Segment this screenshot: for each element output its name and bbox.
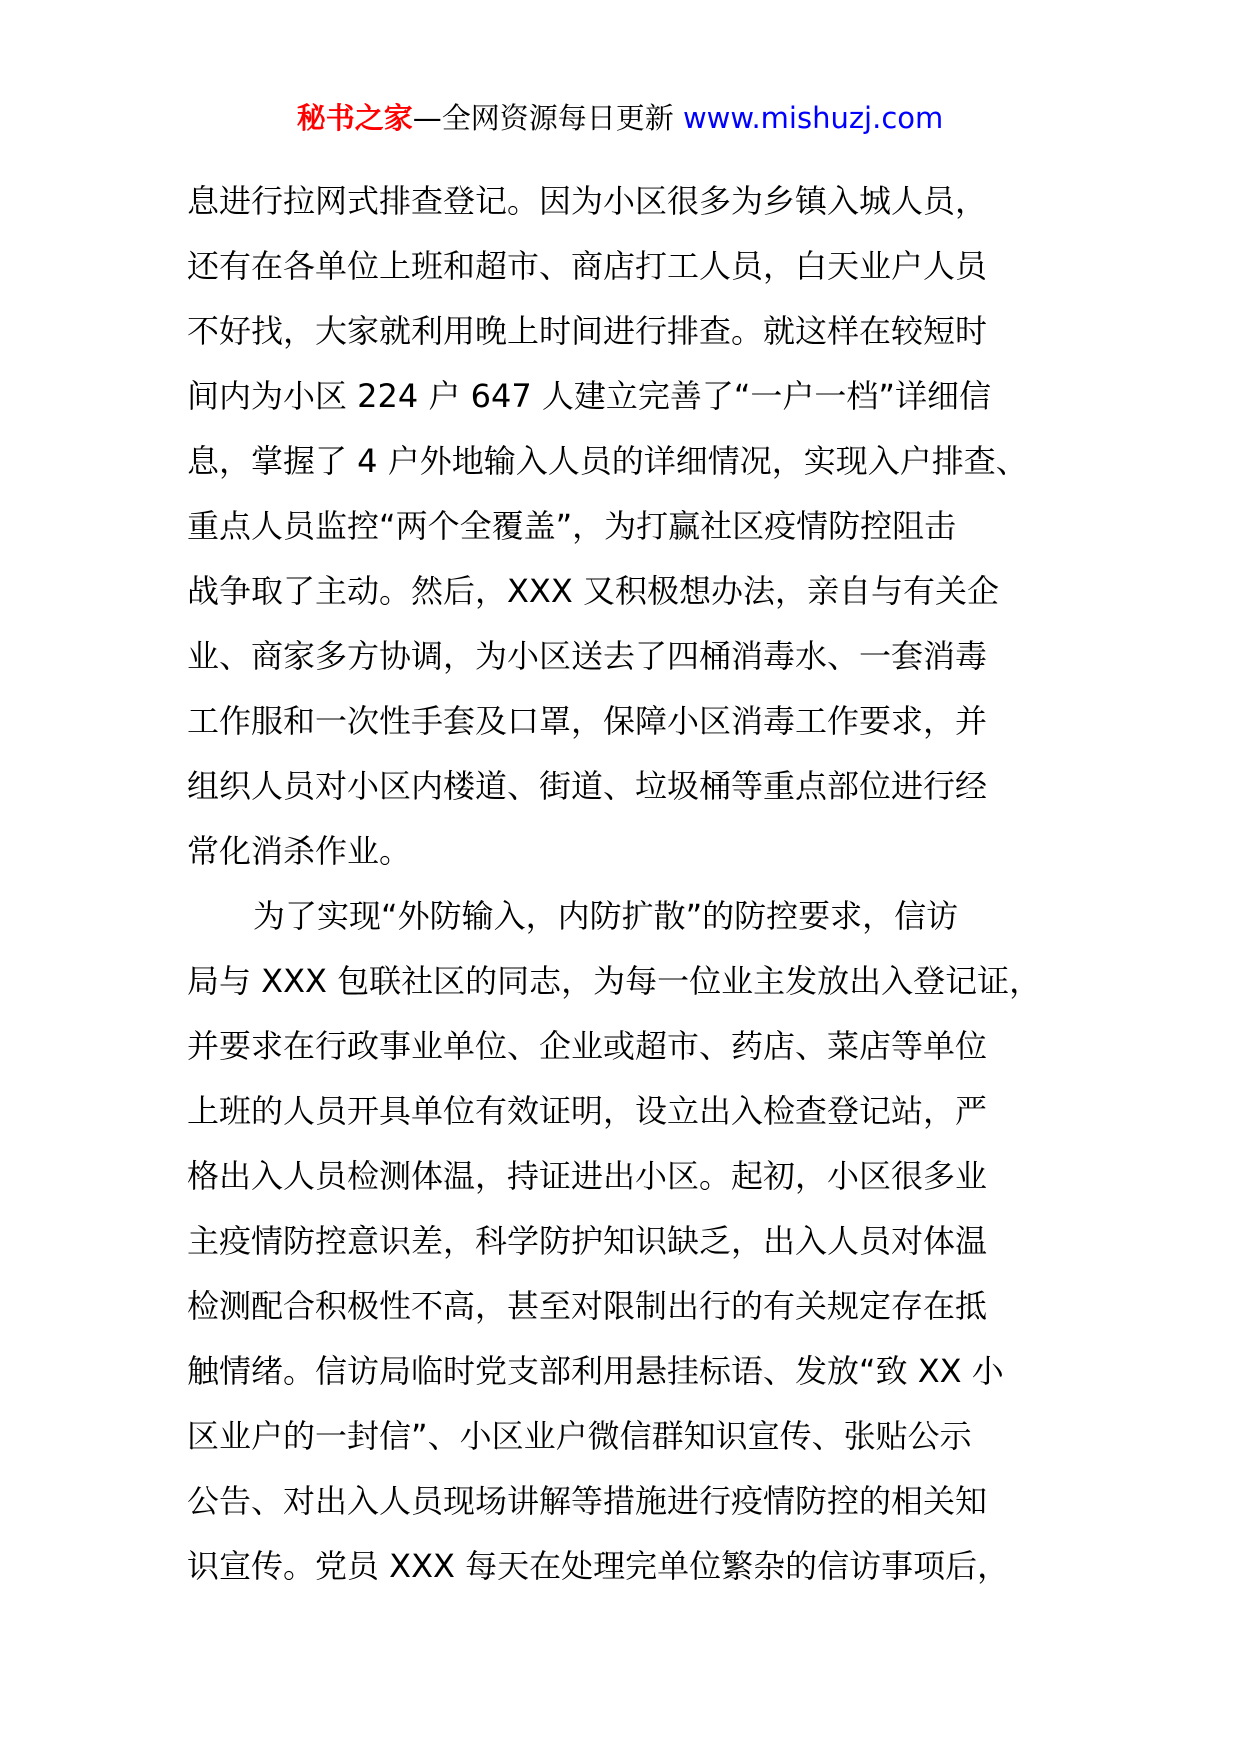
text-line: 局与 XXX 包联社区的同志，为每一位业主发放出入登记证， xyxy=(187,962,1042,1000)
text-line: 息，掌握了 4 户外地输入人员的详细情况，实现入户排查、 xyxy=(187,442,1028,480)
text-line: 间内为小区 224 户 647 人建立完善了“一户一档”详细信 xyxy=(187,377,992,415)
text-line: 重点人员监控“两个全覆盖”，为打赢社区疫情防控阻击 xyxy=(187,507,957,545)
text-line: 还有在各单位上班和超市、商店打工人员，白天业户人员 xyxy=(187,247,988,285)
text-line: 战争取了主动。然后，XXX 又积极想办法，亲自与有关企 xyxy=(187,572,999,610)
page-header xyxy=(0,98,1240,138)
text-line: 触情绪。信访局临时党支部利用悬挂标语、发放“致 XX 小 xyxy=(187,1352,1004,1390)
text-line: 格出入人员检测体温，持证进出小区。起初，小区很多业 xyxy=(187,1157,988,1195)
site-name: 秘书之家 xyxy=(296,101,413,135)
text-line: 主疫情防控意识差，科学防护知识缺乏，出入人员对体温 xyxy=(187,1222,988,1260)
text-line: 检测配合积极性不高，甚至对限制出行的有关规定存在抵 xyxy=(187,1287,988,1325)
text-line: 上班的人员开具单位有效证明，设立出入检查登记站，严 xyxy=(187,1092,988,1130)
text-line: 常化消杀作业。 xyxy=(187,832,412,870)
text-line: 识宣传。党员 XXX 每天在处理完单位繁杂的信访事项后， xyxy=(187,1547,1010,1585)
site-tagline: —全网资源每日更新 xyxy=(412,101,683,135)
paragraph-first-line: 为了实现“外防输入，内防扩散”的防控要求，信访 xyxy=(253,897,959,935)
text-line: 公告、对出入人员现场讲解等措施进行疫情防控的相关知 xyxy=(187,1482,988,1520)
text-line: 并要求在行政事业单位、企业或超市、药店、菜店等单位 xyxy=(187,1027,988,1065)
text-line: 息进行拉网式排查登记。因为小区很多为乡镇入城人员， xyxy=(187,182,988,220)
text-line: 业、商家多方协调，为小区送去了四桶消毒水、一套消毒 xyxy=(187,637,988,675)
text-line: 不好找，大家就利用晚上时间进行排查。就这样在较短时 xyxy=(187,312,988,350)
text-line: 工作服和一次性手套及口罩，保障小区消毒工作要求，并 xyxy=(187,702,988,740)
document-body xyxy=(187,169,1107,1599)
site-url-link[interactable]: www.mishuzj.com xyxy=(682,101,944,135)
text-line: 组织人员对小区内楼道、街道、垃圾桶等重点部位进行经 xyxy=(187,767,988,805)
text-line: 区业户的一封信”、小区业户微信群知识宣传、张贴公示 xyxy=(187,1417,972,1455)
